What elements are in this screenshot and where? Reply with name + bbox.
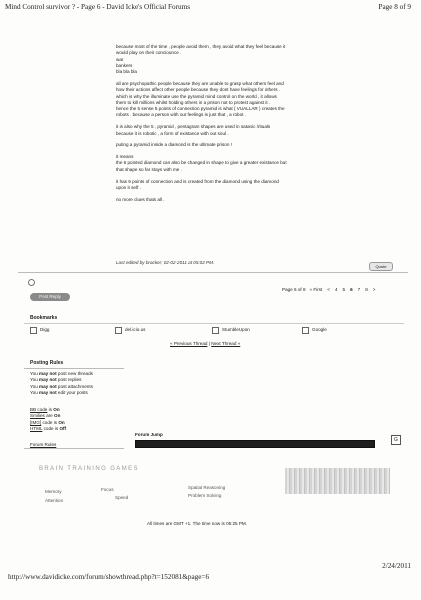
ad-item-problem-solving: Problem Solving xyxy=(188,493,222,498)
posting-code-text: is xyxy=(47,407,54,412)
post-line: them to kill millions whilst holding others in a prison not to protest against it . xyxy=(116,99,271,105)
posting-codes-list xyxy=(30,407,66,432)
post-line: hence the 5 sense 5 points of connection pyramid is what ( VUALLAR ) creates the xyxy=(116,106,285,112)
posting-rules-divider xyxy=(24,368,124,369)
post-line: puting a pyramid inside a diamond is the ultimate prison ! xyxy=(116,142,232,148)
edited-note: Last edited by bracker; 02-02-2011 at 05:02 PM. xyxy=(116,260,215,265)
post-line: the 6 pointed diamond can also be changed in shape to give a greater existance but xyxy=(116,160,287,166)
previous-thread-link[interactable]: « Previous Thread xyxy=(170,341,208,346)
posting-rule-post: edit your posts xyxy=(56,389,88,395)
post-reply-button[interactable]: Post Reply xyxy=(30,293,70,301)
posting-code-text: code is xyxy=(41,419,59,425)
google-icon xyxy=(302,327,309,334)
print-footer-date: 2/24/2011 xyxy=(382,562,411,570)
ad-item-spatial-reasoning: Spatial Reasoning xyxy=(188,485,226,490)
post-line: which is why the illuminate use the pyramid mind control on the world , it allows xyxy=(116,93,277,99)
posting-code-text: are xyxy=(44,413,55,419)
bookmark-label: Google xyxy=(312,327,327,333)
posting-rule-bold: may not xyxy=(39,377,57,383)
ad-item-focus: Focus xyxy=(101,487,114,492)
post-line: upon it self . xyxy=(116,184,141,190)
print-footer-url: http://www.davidicke.com/forum/showthread.php?t=152081&page=6 xyxy=(8,573,210,581)
brain-training-ad[interactable] xyxy=(35,464,395,504)
ad-title: BRAIN TRAINING GAMES xyxy=(39,466,139,472)
post-line: because it is robotic , a form of existance with out soul . xyxy=(116,130,229,136)
post-line: because most of the time , people avoid them , they avoid what they feel because it xyxy=(116,44,286,49)
posting-rule-pre: You xyxy=(30,389,40,395)
posting-rule-post: post new threads xyxy=(56,371,93,376)
posting-code-status: On xyxy=(58,419,65,425)
pagination-page-7[interactable]: 7 xyxy=(357,287,361,292)
post-divider xyxy=(18,272,408,273)
posting-code-link[interactable]: BB code xyxy=(30,407,48,412)
pagination-label: Page 6 of 8 xyxy=(282,287,306,292)
post-line: no more clues thats all . xyxy=(116,196,165,202)
post-line: bankers xyxy=(116,62,133,68)
thread-nav-separator: | xyxy=(208,341,210,346)
ad-item-memory: Memory xyxy=(45,489,62,494)
posting-rule-pre: You xyxy=(30,371,40,376)
posting-rule-bold: may not xyxy=(39,383,57,389)
pagination-prev-link[interactable]: < xyxy=(327,287,330,292)
post-line: bla bla bla xyxy=(116,69,137,75)
bookmark-label: StumbleUpon xyxy=(222,327,250,333)
posting-rules-title: Posting Rules xyxy=(30,360,64,366)
forum-jump-label: Forum Jump xyxy=(135,432,163,437)
post-line: how their actions affect other people because they dont have feelings for others . xyxy=(116,87,281,93)
post-line: robots . because a person with out feelings is just that , a robot . xyxy=(116,112,246,118)
post-line: it is also why the 5 , pyramid , pentagram shapes are used in satanic /rituals xyxy=(116,124,271,130)
next-thread-link[interactable]: Next Thread » xyxy=(211,341,241,346)
print-header-title: Mind Control survivor ? - Page 6 - David Icke's Official Forums xyxy=(5,3,191,11)
posting-code-link[interactable]: HTML xyxy=(30,425,43,431)
posting-rule xyxy=(30,390,93,396)
stumbleupon-icon xyxy=(212,327,219,334)
pagination-page-8[interactable]: 8 xyxy=(365,287,368,292)
post-line: war xyxy=(116,56,124,62)
pagination-first-link[interactable]: « First xyxy=(309,287,323,292)
bookmark-delicious[interactable] xyxy=(115,327,145,334)
pagination-page-4[interactable]: 4 xyxy=(334,287,338,292)
posting-code-status: On xyxy=(53,407,60,412)
bookmark-google[interactable] xyxy=(302,327,327,334)
post-line: that shape so far stays with me . xyxy=(116,166,182,172)
bookmark-digg[interactable] xyxy=(30,327,49,334)
report-post-icon[interactable] xyxy=(28,279,35,286)
ad-image xyxy=(285,468,390,494)
bookmark-stumbleupon[interactable] xyxy=(212,327,250,334)
post-body xyxy=(116,44,396,203)
pagination-next-link[interactable]: > xyxy=(372,287,376,292)
print-page-count: Page 8 of 9 xyxy=(378,3,411,11)
delicious-icon xyxy=(115,327,122,334)
forum-jump-go-button[interactable]: G xyxy=(391,435,401,445)
post-line: all are psychopathic people because they are unable to grasp what others feel and xyxy=(116,80,284,86)
pagination xyxy=(282,287,376,292)
pagination-page-5[interactable]: 5 xyxy=(342,287,346,292)
quote-button[interactable]: Quote xyxy=(369,262,393,271)
post-line: would play on their conciounce . xyxy=(116,50,182,56)
posting-code-link[interactable]: [IMG] xyxy=(30,419,42,425)
bookmark-label: Digg xyxy=(40,327,50,333)
posting-code-status: On xyxy=(54,413,61,419)
posting-code xyxy=(30,426,66,432)
post-line: it means xyxy=(116,154,134,160)
thread-navigation xyxy=(170,341,240,347)
digg-icon xyxy=(30,327,37,334)
posting-rule-bold: may not xyxy=(39,389,57,395)
posting-rule-pre: You xyxy=(30,377,40,383)
posting-rules-list xyxy=(30,371,93,396)
bookmark-label: del.icio.us xyxy=(125,327,146,333)
posting-rules-bottom-divider xyxy=(24,448,124,449)
posting-rule-bold: may not xyxy=(39,371,57,376)
post-line: it has 9 points of connection and is created from the diamond using the diamond xyxy=(116,178,279,184)
posting-code-link[interactable]: Smilies xyxy=(30,413,45,419)
posting-rule-pre: You xyxy=(30,383,40,389)
bookmarks-title: Bookmarks xyxy=(30,315,58,321)
forum-jump-select[interactable] xyxy=(135,440,375,448)
ad-item-speed: Speed xyxy=(115,495,129,500)
posting-code-text: code is xyxy=(42,425,60,431)
posting-code-status: Off xyxy=(59,425,67,431)
forum-rules-link[interactable]: Forum Rules xyxy=(30,442,57,447)
posting-rule-post: post attachments xyxy=(56,383,93,389)
bookmarks-divider xyxy=(24,323,404,324)
pagination-page-6: 6 xyxy=(350,287,353,292)
posting-rule-post: post replies xyxy=(56,377,82,383)
timezone-note: All times are GMT +1. The time now is 05:25 PM. xyxy=(147,521,248,526)
ad-item-attention: Attention xyxy=(45,498,64,503)
